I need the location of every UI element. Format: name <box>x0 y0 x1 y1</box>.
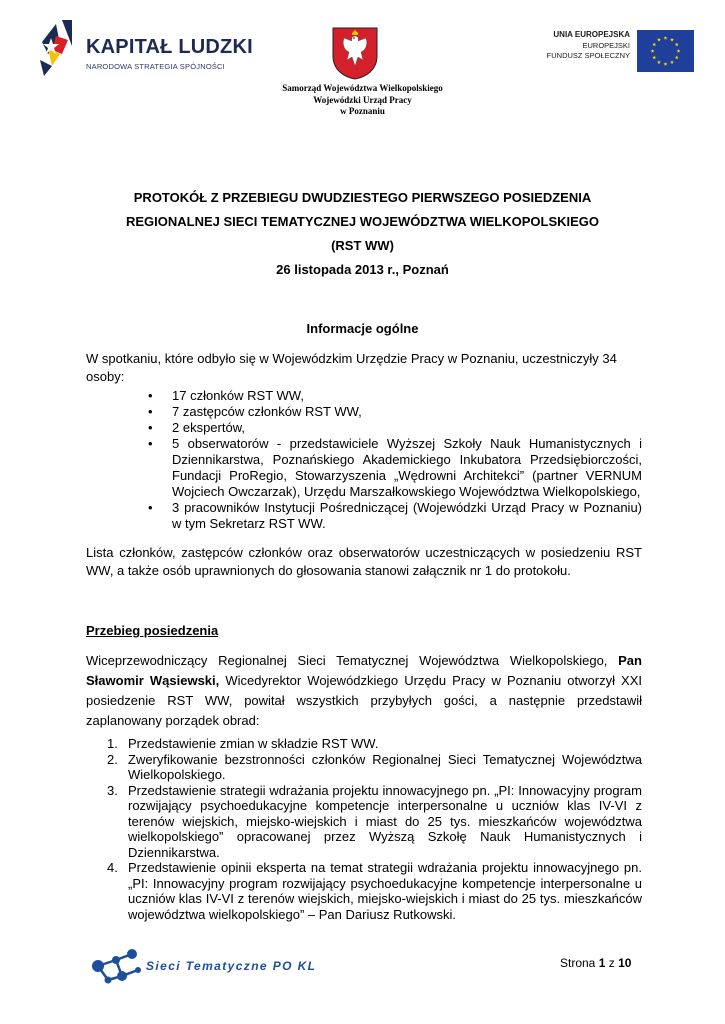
document-title-line-2: REGIONALNEJ SIECI TEMATYCZNEJ WOJEWÓDZTWA WIELKOPOLSKIEGO <box>125 214 600 229</box>
przebieg-paragraph <box>86 651 642 731</box>
eu-text <box>526 30 630 62</box>
document-title-line-1: PROTOKÓŁ Z PRZEBIEGU DWUDZIESTEGO PIERWSZEGO POSIEDZENIA <box>133 190 592 205</box>
eu-flag-icon <box>637 30 694 72</box>
list-item: • 3 pracowników Instytucji Pośredniczącej (Wojewódzki Urząd Pracy w Poznaniu) w tym Sekretarz RST WW. <box>148 500 642 531</box>
bullet-icon: • <box>148 388 153 403</box>
list-item: • 2 ekspertów, <box>148 420 245 435</box>
kapital-ludzki-logo <box>38 18 253 80</box>
wielkopolska-coat-of-arms-icon <box>330 26 380 80</box>
eu-line-1: UNIA EUROPEJSKA <box>553 30 630 39</box>
list-item: • 7 zastępców członków RST WW, <box>148 404 362 419</box>
info-after-paragraph: Lista członków, zastępców członków oraz obserwatorów uczestniczących w posiedzeniu RST WW, a także osób uprawnionych do głosowania stanowi załącznik nr 1 do protokołu. <box>86 545 642 578</box>
eu-line-2: EUROPEJSKI <box>582 40 630 50</box>
institution-line-1: Samorząd Województwa Wielkopolskiego <box>282 83 443 93</box>
document-date: 26 listopada 2013 r., Poznań <box>276 262 449 277</box>
participants-list <box>148 388 642 532</box>
list-item: • 17 członków RST WW, <box>148 388 304 403</box>
footer-logo-text: Sieci Tematyczne PO KL <box>146 959 317 973</box>
institution-line-2: Wojewódzki Urząd Pracy <box>313 94 412 105</box>
list-item: • 5 obserwatorów - przedstawiciele Wyższej Szkoły Nauk Humanistycznych i Dziennikarstwa, Poznańskiego Akademickiego Inkubatora Przedsiębiorczości, Fundacji ProRegio, Stowarzyszenia „Wędrowni Architekci” (partner VERNUM Wojciech Owczarzak), Urzędu Marszałkowskiego Województwa Wielkopolskiego, <box>148 436 642 499</box>
przebieg-paragraph-end: Wicedyrektor Wojewódzkiego Urzędu Pracy w Poznaniu otworzył XXI posiedzenie RST WW, powitał wszystkich przybyłych gości, a następnie przedstawił zaplanowany porządek obrad: <box>86 673 642 728</box>
eu-line-3: FUNDUSZ SPOŁECZNY <box>546 51 630 60</box>
agenda-list <box>107 736 642 922</box>
kapital-ludzki-subtitle: NARODOWA STRATEGIA SPÓJNOŚCI <box>86 62 225 71</box>
agenda-item: 1. Przedstawienie zmian w składzie RST WW. <box>107 736 379 751</box>
bullet-icon: • <box>148 500 153 515</box>
bullet-icon: • <box>148 436 153 451</box>
bullet-icon: • <box>148 420 153 435</box>
section-heading-przebieg: Przebieg posiedzenia <box>86 623 219 638</box>
document-title-line-3: (RST WW) <box>331 238 394 253</box>
info-intro-paragraph: W spotkaniu, które odbyło się w Wojewódzkim Urzędzie Pracy w Poznaniu, uczestniczyły 34 osoby: <box>86 351 617 384</box>
bullet-icon: • <box>148 404 153 419</box>
kapital-ludzki-flag-icon <box>38 18 74 78</box>
sieci-tematyczne-logo <box>88 946 318 988</box>
institution-line-3: w Poznaniu <box>340 106 385 116</box>
agenda-item: 2. Zweryfikowanie bezstronności członków Regionalnej Sieci Tematycznej Województwa Wielkopolskiego. <box>107 751 642 782</box>
page-number: Strona 1 z 10 <box>560 956 632 970</box>
institution-header <box>230 83 495 118</box>
kapital-ludzki-title: KAPITAŁ LUDZKI <box>86 36 253 58</box>
agenda-item: 3. Przedstawienie strategii wdrażania projektu innowacyjnego pn. „PI: Innowacyjny program rozwijający psychoedukacyjne kompetencje interpersonalne u uczniów klas IV-VI z terenów wiejskich, miejsko-wiejskich i miast do 25 tys. mieszkańców województwa wielkopolskiego” opracowanej przez Wyższą Szkołę Nauk Humanistycznych i Dziennikarstwa. <box>107 782 642 860</box>
network-icon <box>88 946 148 988</box>
chairman-name: Pan Sławomir Wąsiewski, <box>86 653 642 688</box>
agenda-item: 4. Przedstawienie opinii eksperta na temat strategii wdrażania projektu innowacyjnego pn. „PI: Innowacyjny program rozwijający psychoedukacyjne kompetencje interpersonalne u uczniów klas IV-VI z terenów wiejskich, miejsko-wiejskich i miast do 25 tys. mieszkańców województwa wielkopolskiego” – Pan Dariusz Rutkowski. <box>107 860 642 922</box>
section-heading-info: Informacje ogólne <box>306 321 419 336</box>
przebieg-paragraph-start: Wiceprzewodniczący Regionalnej Sieci Tematycznej Województwa Wielkopolskiego, <box>86 653 608 668</box>
